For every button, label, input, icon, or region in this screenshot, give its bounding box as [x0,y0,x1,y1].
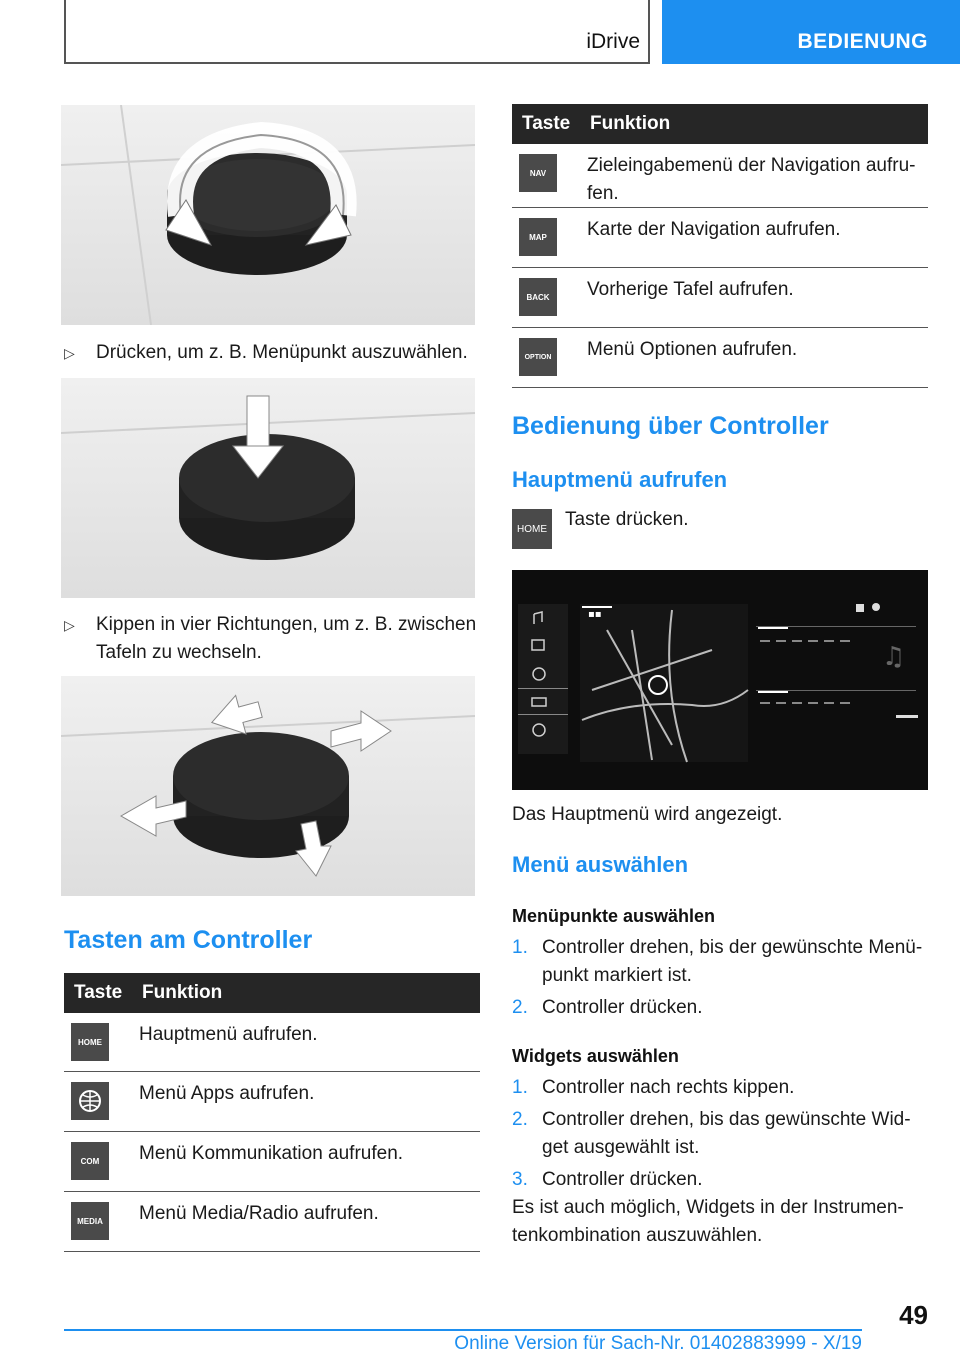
header-section: iDrive [586,30,640,53]
closing-paragraph: Es ist auch möglich, Widgets in der Instrumen-tenkombination auszuwählen. [512,1197,904,1246]
com-key-icon: COM [71,1142,109,1180]
table-row: COM Menü Kommunikation aufrufen. [64,1132,480,1192]
home-key-icon: HOME [512,509,552,549]
widget-steps-list [512,1074,932,1198]
header-chapter-tab [662,0,960,64]
home-key-icon: HOME [71,1023,109,1061]
col-funktion: Funktion [142,982,223,1003]
option-key-icon: OPTION [519,338,557,376]
list-item: 1. Controller drehen, bis der gewünschte Menü-punkt markiert ist. [512,937,923,986]
map-key-icon: MAP [519,218,557,256]
table-row: MEDIA Menü Media/Radio aufrufen. [64,1192,480,1252]
header-chapter: BEDIENUNG [797,30,928,53]
media-key-icon: MEDIA [71,1202,109,1240]
table-row: NAV Zieleingabemenü der Navigation aufru-fen. [512,144,928,208]
controller-push-image [61,378,475,598]
table-row: OPTION Menü Optionen aufrufen. [512,328,928,388]
footer-online-version: Online Version für Sach-Nr. 01402883999 - X/19 [454,1333,862,1354]
table-header [64,973,480,1013]
controller-rotate-image [61,105,475,325]
heading-menuepunkte: Menüpunkte auswählen [512,906,716,926]
nav-key-icon: NAV [519,154,557,192]
col-taste: Taste [522,113,571,134]
list-item: 1. Controller nach rechts kippen. [512,1077,795,1098]
list-item: 2. Controller drehen, bis das gewünschte Wid-get ausgewählt ist. [512,1109,911,1158]
heading-menu-auswaehlen: Menü auswählen [512,852,689,877]
table-row: HOME Hauptmenü aufrufen. [64,1013,480,1072]
apps-globe-icon [71,1082,109,1120]
home-instruction: Taste drücken. [565,509,689,530]
idrive-main-menu-screenshot [512,570,928,790]
table-row: Menü Apps aufrufen. [64,1072,480,1132]
table-row: MAP Karte der Navigation aufrufen. [512,208,928,268]
bullet-marker-icon: ▷ [64,617,75,633]
screen-caption: Das Hauptmenü wird angezeigt. [512,804,783,825]
heading-hauptmenue: Hauptmenü aufrufen [512,467,728,492]
col-funktion: Funktion [590,113,671,134]
left-key-table [64,973,480,1252]
back-key-icon: BACK [519,278,557,316]
footer-divider [64,1329,862,1331]
heading-bedienung-controller: Bedienung über Controller [512,412,829,440]
svg-text:▪▪: ▪▪ [588,609,602,620]
list-item: 3. Controller drücken. [512,1169,703,1190]
page-number: 49 [899,1300,928,1330]
table-row: BACK Vorherige Tafel aufrufen. [512,268,928,328]
svg-text:♫: ♫ [882,642,906,672]
heading-widgets: Widgets auswählen [512,1046,679,1066]
bullet-marker-icon: ▷ [64,345,75,361]
table-header [512,104,928,144]
list-item: 2. Controller drücken. [512,997,703,1018]
heading-tasten: Tasten am Controller [64,926,313,954]
controller-tilt-image [61,676,475,896]
menu-steps-list [512,934,932,1026]
col-taste: Taste [74,982,123,1003]
right-key-table [512,104,928,388]
